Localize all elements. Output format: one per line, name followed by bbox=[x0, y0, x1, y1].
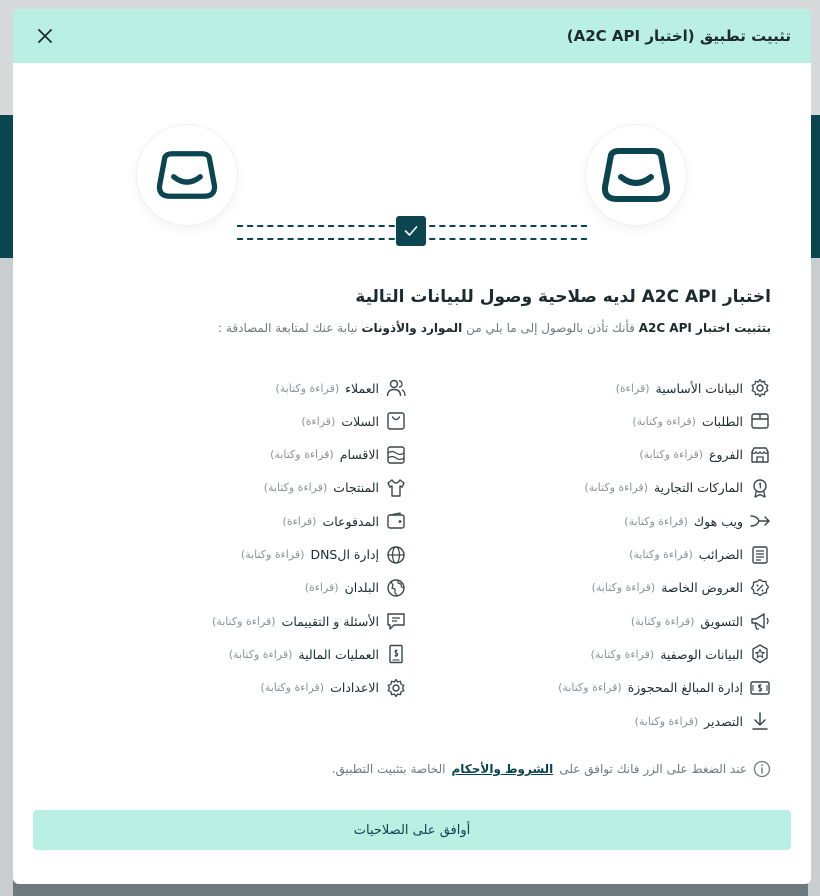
layers-icon bbox=[385, 444, 407, 466]
box-icon bbox=[749, 410, 771, 432]
earth-icon bbox=[385, 577, 407, 599]
permission-mode: (قراءة) bbox=[615, 381, 650, 395]
modal-content bbox=[13, 287, 811, 335]
check-icon bbox=[404, 225, 418, 237]
left-permission-item bbox=[261, 677, 407, 699]
notice-prefix: عند الضغط على الزر فانك توافق على bbox=[559, 762, 747, 776]
permission-label: الاقسام bbox=[339, 447, 379, 463]
agree-permissions-button[interactable]: أوافق على الصلاحيات bbox=[33, 810, 791, 850]
permission-label: البيانات الوصفية bbox=[660, 646, 743, 662]
right-permission-item bbox=[639, 444, 771, 466]
permission-mode: (قراءة وكتابة) bbox=[270, 448, 334, 462]
left-permission-item bbox=[212, 610, 407, 632]
connection-graphic bbox=[13, 63, 811, 243]
right-permission-item bbox=[629, 544, 771, 566]
right-permission-item bbox=[591, 643, 771, 665]
left-permission-item bbox=[241, 544, 407, 566]
permission-label: الماركات التجارية bbox=[653, 480, 743, 496]
permission-mode: (قراءة وكتابة) bbox=[630, 614, 695, 628]
permission-mode: (قراءة) bbox=[304, 581, 339, 595]
percent-icon bbox=[749, 577, 771, 599]
permission-label: الأسئلة و التقييمات bbox=[281, 613, 379, 629]
description-prefix: بتثبيت اختبار A2C API bbox=[638, 321, 771, 335]
permission-mode: (قراءة وكتابة) bbox=[584, 481, 648, 495]
users-icon bbox=[385, 377, 407, 399]
salla-logo-icon bbox=[156, 150, 218, 200]
invoice-icon bbox=[385, 643, 407, 665]
wallet-icon bbox=[385, 510, 407, 532]
money-icon bbox=[749, 677, 771, 699]
store-icon bbox=[749, 444, 771, 466]
permission-label: الفروع bbox=[709, 447, 743, 463]
description-suffix: نيابة عنك لمتابعة المصادقة : bbox=[218, 321, 358, 335]
left-permission-item bbox=[276, 377, 407, 399]
permission-mode: (قراءة وكتابة) bbox=[634, 714, 699, 728]
permission-label: البلدان bbox=[344, 580, 379, 596]
permission-mode: (قراءة وكتابة) bbox=[228, 647, 293, 661]
chat-icon bbox=[385, 610, 407, 632]
basket-icon bbox=[385, 410, 407, 432]
badge-icon bbox=[749, 477, 771, 499]
description-bold: الموارد والأذونات bbox=[361, 321, 463, 335]
left-permission-item bbox=[283, 510, 407, 532]
install-app-modal bbox=[13, 9, 811, 884]
permission-label: الاعدادات bbox=[330, 680, 379, 696]
permission-mode: (قراءة وكتابة) bbox=[590, 647, 655, 661]
permission-mode: (قراءة وكتابة) bbox=[591, 581, 656, 595]
app-logo bbox=[137, 125, 237, 225]
notice-suffix: الخاصة بتثبيت التطبيق. bbox=[331, 762, 446, 776]
permission-mode: (قراءة وكتابة) bbox=[624, 514, 688, 528]
modal-header bbox=[13, 9, 811, 63]
right-permission-item bbox=[635, 710, 771, 732]
permission-label: التصدير bbox=[704, 713, 743, 729]
description-middle: فأنك تأذن بالوصول إلى ما يلي من bbox=[466, 321, 635, 335]
permission-mode: (قراءة وكتابة) bbox=[558, 681, 622, 695]
permission-label: إدارة المبالغ المحجوزة bbox=[627, 680, 743, 696]
permission-label: التسويق bbox=[700, 613, 743, 629]
left-permission-item bbox=[264, 477, 407, 499]
megaphone-icon bbox=[749, 610, 771, 632]
globe-icon bbox=[385, 544, 407, 566]
permission-mode: (قراءة وكتابة) bbox=[263, 481, 328, 495]
webhook-icon bbox=[749, 510, 771, 532]
permission-mode: (قراءة وكتابة) bbox=[639, 448, 703, 462]
close-button[interactable] bbox=[33, 24, 57, 48]
terms-notice bbox=[332, 760, 771, 778]
close-icon bbox=[38, 29, 52, 43]
permission-label: المدفوعات bbox=[322, 513, 379, 529]
permission-label: العروض الخاصة bbox=[661, 580, 743, 596]
permission-mode: (قراءة وكتابة) bbox=[629, 548, 693, 561]
permission-mode: (قراءة وكتابة) bbox=[632, 414, 696, 428]
permission-mode: (قراءة وكتابة) bbox=[275, 381, 340, 395]
right-permission-item bbox=[584, 477, 771, 499]
connected-badge bbox=[396, 216, 426, 246]
permission-label: الطلبات bbox=[701, 413, 743, 429]
store-logo bbox=[586, 125, 686, 225]
modal-title: تثبيت تطبيق (اختبار A2C API) bbox=[566, 27, 791, 45]
download-icon bbox=[749, 710, 771, 732]
permission-label: إدارة الDNS bbox=[310, 547, 379, 562]
right-permission-item bbox=[616, 377, 771, 399]
left-permission-item bbox=[301, 410, 407, 432]
right-permission-item bbox=[632, 410, 771, 432]
permission-label: البيانات الأساسية bbox=[655, 380, 743, 396]
right-permission-item bbox=[624, 510, 771, 532]
shirt-icon bbox=[385, 477, 407, 499]
settings-icon bbox=[385, 677, 407, 699]
info-icon bbox=[753, 760, 771, 778]
gear-icon bbox=[749, 377, 771, 399]
permission-label: ويب هوك bbox=[693, 513, 743, 529]
permissions-description bbox=[43, 321, 771, 335]
permission-label: العمليات المالية bbox=[298, 646, 379, 662]
permission-label: العملاء bbox=[345, 380, 379, 396]
permission-mode: (قراءة) bbox=[282, 514, 317, 528]
permission-mode: (قراءة) bbox=[301, 414, 336, 428]
star-badge-icon bbox=[749, 643, 771, 665]
left-permission-item bbox=[229, 643, 407, 665]
left-permission-item bbox=[305, 577, 407, 599]
permission-mode: (قراءة وكتابة) bbox=[212, 614, 276, 628]
right-permission-item bbox=[592, 577, 771, 599]
permissions-heading: اختبار A2C API لديه صلاحية وصول للبيانات التالية bbox=[355, 287, 771, 307]
salla-logo-icon bbox=[601, 147, 671, 203]
permission-label: المنتجات bbox=[333, 480, 379, 496]
terms-link[interactable]: الشروط والأحكام bbox=[451, 762, 554, 776]
right-permission-item bbox=[558, 677, 771, 699]
receipt-icon bbox=[749, 544, 771, 566]
left-permission-item bbox=[270, 444, 407, 466]
right-permission-item bbox=[631, 610, 771, 632]
permission-label: السلات bbox=[341, 413, 379, 429]
permission-label: الضرائب bbox=[698, 547, 743, 562]
permission-mode: (قراءة وكتابة) bbox=[240, 548, 305, 561]
background-left bbox=[0, 258, 13, 896]
permission-mode: (قراءة وكتابة) bbox=[260, 681, 325, 695]
